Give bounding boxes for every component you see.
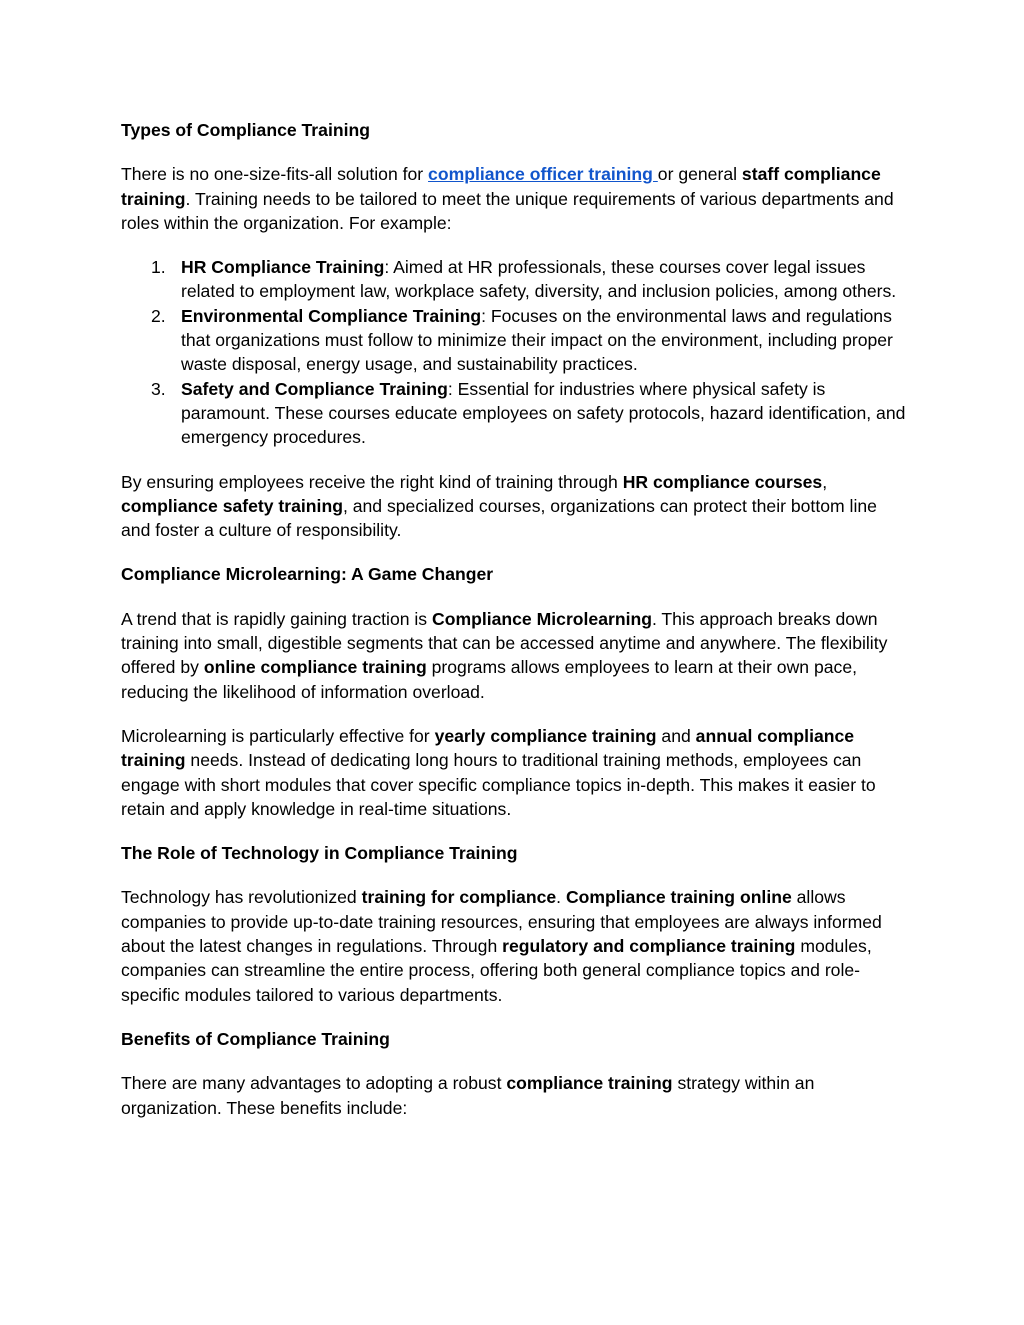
list-number: 2.	[151, 305, 166, 326]
text-run: strategy within an organization. These benefits include:	[121, 1073, 815, 1118]
text-run: , and specialized courses, organizations can protect their bottom line and foster a culture of responsibility.	[121, 495, 877, 541]
list-item	[121, 377, 911, 450]
list-item-text: : Focuses on the environmental laws and regulations that organizations must follow to minimize their impact on the environment, including proper waste disposal, energy usage, and sustainability practices.	[181, 305, 893, 375]
bold-term: HR compliance courses	[622, 471, 823, 492]
list-item	[121, 304, 911, 377]
text-run: Technology has revolutionized	[121, 887, 362, 908]
text-run: A trend that is rapidly gaining traction is	[121, 608, 432, 629]
bold-term: training for compliance	[361, 887, 557, 908]
list-number: 3.	[151, 378, 166, 399]
text-run: ,	[822, 471, 828, 492]
list-item-title: Safety and Compliance Training	[181, 378, 448, 399]
compliance-officer-training-link[interactable]: compliance officer training	[428, 164, 658, 185]
text-run: or general	[657, 164, 742, 185]
bold-term: regulatory and compliance training	[502, 936, 796, 957]
microlearning-paragraph-1	[121, 607, 911, 704]
text-run: By ensuring employees receive the right kind of training through	[121, 471, 623, 492]
text-run: needs. Instead of dedicating long hours to traditional training methods, employees can engage with short modules that cover specific compliance topics in-depth. This makes it easier to retain and apply knowledge in real-time situations.	[121, 750, 876, 819]
technology-paragraph	[121, 885, 911, 1006]
list-item-title: HR Compliance Training	[181, 257, 385, 278]
section-heading-benefits: Benefits of Compliance Training	[121, 1028, 390, 1049]
microlearning-paragraph-2	[121, 724, 911, 821]
text-run: There is no one-size-fits-all solution for	[121, 164, 429, 185]
types-intro-paragraph	[121, 162, 911, 235]
list-item-text: : Essential for industries where physical safety is paramount. These courses educate employees on safety protocols, hazard identification, and emergency procedures.	[181, 378, 906, 448]
text-run: programs allows employees to learn at their own pace, reducing the likelihood of information overload.	[121, 657, 858, 702]
text-run: Microlearning is particularly effective for	[121, 725, 435, 746]
text-run: . This approach breaks down training into small, digestible segments that can be accessed anytime and anywhere. The flexibility offered by	[121, 608, 888, 678]
list-item-text: : Aimed at HR professionals, these courses cover legal issues related to employment law, workplace safety, diversity, and inclusion policies, among others.	[181, 257, 897, 302]
types-outro-paragraph	[121, 470, 911, 543]
text-run: allows companies to provide up-to-date training resources, ensuring that employees are always informed about the latest changes in regulations. Through	[121, 887, 882, 957]
list-item-title: Environmental Compliance Training	[181, 305, 482, 326]
section-heading-technology: The Role of Technology in Compliance Training	[121, 843, 518, 864]
bold-term: Compliance Microlearning	[432, 608, 652, 629]
bold-term: compliance safety training	[121, 495, 343, 516]
bold-term: yearly compliance training	[434, 725, 657, 746]
text-run: . Training needs to be tailored to meet the unique requirements of various departments and roles within the organization. For example:	[121, 188, 894, 233]
text-run: modules, companies can streamline the entire process, offering both general compliance topics and role-specific modules tailored to various departments.	[121, 936, 872, 1005]
text-run: There are many advantages to adopting a robust	[121, 1073, 507, 1094]
training-types-list	[121, 255, 911, 449]
text-run: .	[556, 887, 566, 908]
list-number: 1.	[151, 257, 166, 278]
section-heading-microlearning: Compliance Microlearning: A Game Changer	[121, 564, 494, 585]
section-heading-types: Types of Compliance Training	[121, 120, 370, 140]
document-page	[121, 118, 911, 1140]
bold-term: online compliance training	[203, 657, 427, 678]
bold-term: staff compliance training	[121, 164, 881, 209]
bold-term: annual compliance training	[121, 725, 855, 771]
bold-term: compliance training	[506, 1073, 673, 1094]
list-item	[121, 255, 911, 304]
text-run: and	[656, 725, 696, 746]
bold-term: Compliance training online	[565, 887, 792, 908]
benefits-paragraph	[121, 1071, 911, 1120]
